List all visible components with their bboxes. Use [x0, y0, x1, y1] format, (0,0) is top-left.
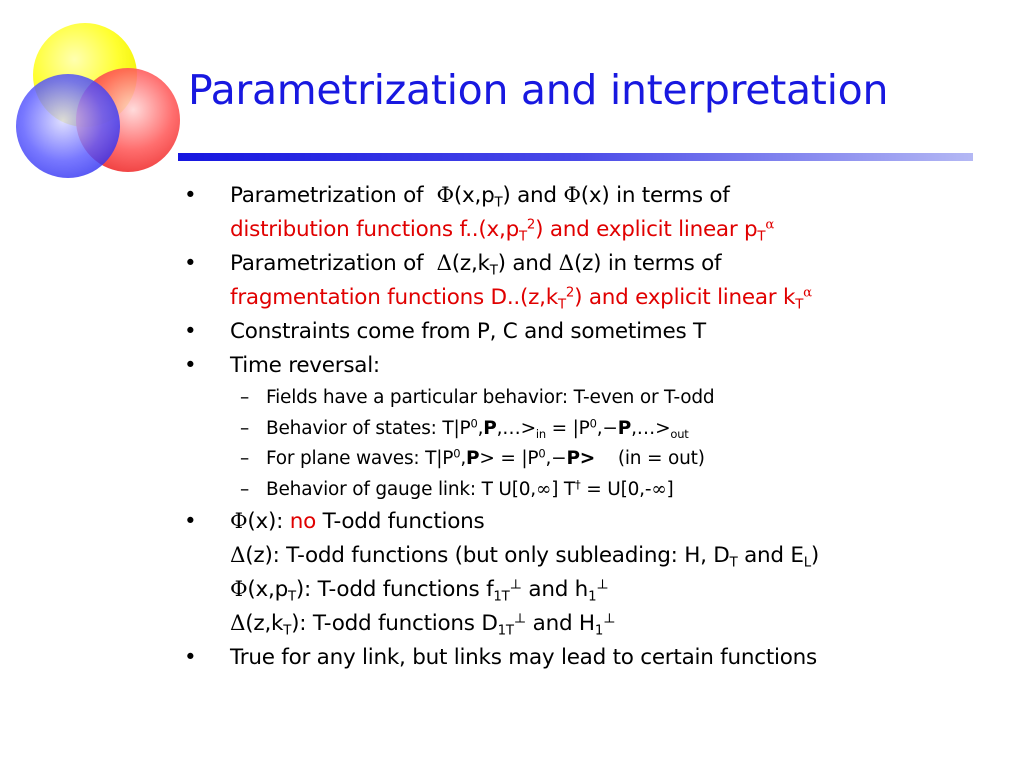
- dash-icon: –: [240, 417, 250, 439]
- sub-item-text: For plane waves: $T|P^0,P> = |P^0,-P>$ (in = out): [266, 446, 705, 469]
- bullet-continuation: [182, 607, 982, 641]
- continuation-text: $\Phi(x,p_T)$: T-odd functions $f_{1T}^\perp$ and $h_1^\perp$: [230, 577, 609, 605]
- sub-item: [182, 444, 982, 475]
- bullet-item: [182, 349, 982, 383]
- sub-item: [182, 475, 982, 506]
- continuation-text: Δ(z): T-odd functions (but only subleading: H, $D_T$ and $E_L$): [230, 543, 820, 571]
- bullet-text: Parametrization of $\Phi(x,p_T)$ and Φ(x) in terms of distribution functions $f..(x,p_T^2)$ and explicit linear $p_T^\alpha$: [230, 183, 775, 245]
- bullet-item: [182, 315, 982, 349]
- bullet-icon: •: [184, 353, 197, 378]
- bullet-text: True for any link, but links may lead to certain functions: [230, 645, 817, 670]
- overlapping-circles-logo: [0, 0, 200, 200]
- slide-title: Parametrization and interpretation: [188, 66, 889, 114]
- bullet-item: [182, 247, 982, 315]
- sub-item: [182, 414, 982, 445]
- blue-circle: [16, 74, 120, 178]
- bullet-continuation: [182, 539, 982, 573]
- bullet-text: Time reversal:: [230, 353, 380, 378]
- sub-item-text: Behavior of states: $T|P^0,P,\dots>_{in}$ = $|P^0,-P,\dots>_{out}$: [266, 416, 689, 441]
- slide-content: [182, 179, 982, 675]
- bullet-text: Φ(x): no T-odd functions: [230, 509, 485, 534]
- title-underline: [178, 153, 973, 161]
- bullet-text: Constraints come from P, C and sometimes T: [230, 319, 706, 344]
- bullet-icon: •: [184, 251, 197, 276]
- bullet-icon: •: [184, 645, 197, 670]
- sub-item: [182, 383, 982, 414]
- bullet-continuation: [182, 573, 982, 607]
- bullet-item: [182, 179, 982, 247]
- bullet-item: [182, 505, 982, 539]
- sub-item-text: Behavior of gauge link: T U[0,∞] T† = U[0,-∞]: [266, 477, 674, 500]
- dash-icon: –: [240, 448, 250, 469]
- dash-icon: –: [240, 387, 250, 408]
- bullet-icon: •: [184, 183, 197, 208]
- continuation-text: $\Delta(z,k_T)$: T-odd functions $D_{1T}^\perp$ and $H_1^\perp$: [230, 611, 616, 639]
- bullet-icon: •: [184, 319, 197, 344]
- bullet-icon: •: [184, 509, 197, 534]
- bullet-item: [182, 641, 982, 675]
- sub-item-text: Fields have a particular behavior: T-even or T-odd: [266, 387, 715, 408]
- dash-icon: –: [240, 478, 250, 500]
- bullet-text: Parametrization of $\Delta(z,k_T)$ and Δ(z) in terms of fragmentation functions $D..(z,k_T^2)$ and explicit linear $k_T^\alpha$: [230, 251, 812, 313]
